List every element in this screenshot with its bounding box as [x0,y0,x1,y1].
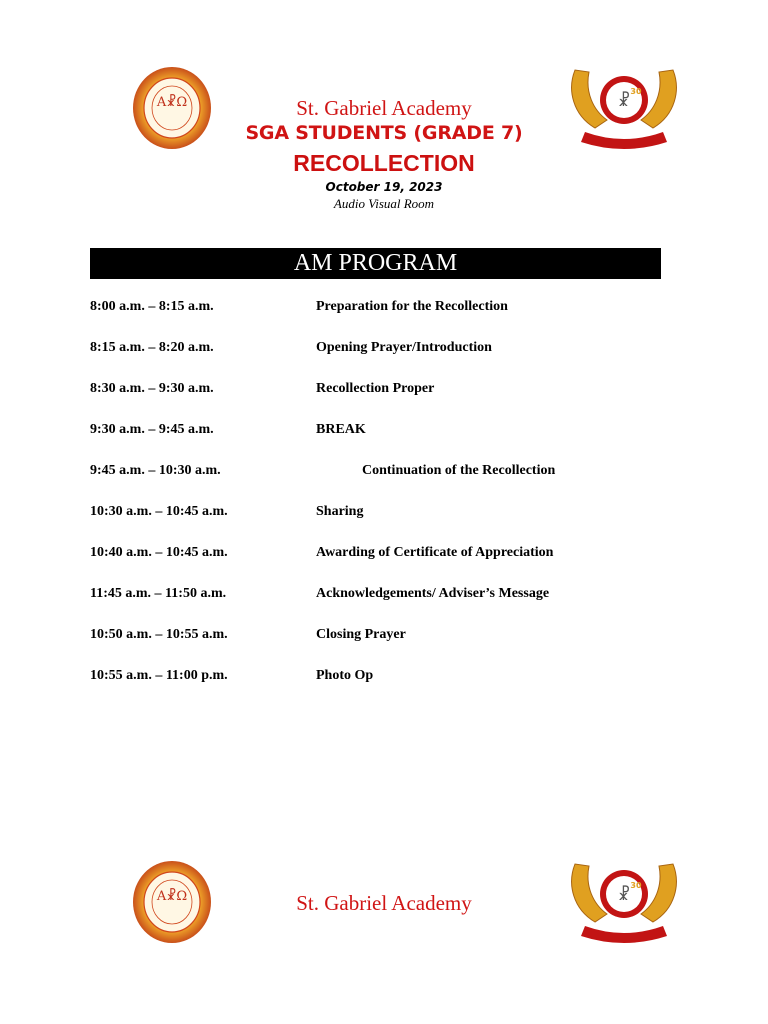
academy-seal-icon [132,860,212,944]
schedule-time: 8:15 a.m. – 8:20 a.m. [90,340,214,355]
schedule-time: 11:45 a.m. – 11:50 a.m. [90,586,227,601]
school-name: St. Gabriel Academy [296,96,472,120]
footer-school-name: St. Gabriel Academy [296,891,472,915]
schedule-activity: Closing Prayer [316,627,406,642]
schedule-activity: Photo Op [316,668,374,683]
schedule-row [90,545,690,586]
schedule-time: 10:50 a.m. – 10:55 a.m. [90,627,228,642]
schedule-row [90,299,690,340]
schedule-activity: BREAK [316,422,366,437]
schedule-activity: Preparation for the Recollection [316,299,508,314]
svg-text:A☧Ω: A☧Ω [156,95,188,110]
schedule-time: 10:55 a.m. – 11:00 p.m. [90,668,228,683]
audience-subtitle: SGA STUDENTS (GRADE 7) [245,122,523,144]
schedule-time: 10:40 a.m. – 10:45 a.m. [90,545,228,560]
event-date: October 19, 2023 [325,180,443,194]
program-schedule [90,299,690,709]
schedule-time: 9:45 a.m. – 10:30 a.m. [90,463,221,478]
schedule-row [90,504,690,545]
svg-text:30: 30 [630,87,642,96]
svg-text:☧: ☧ [617,885,631,904]
academy-seal-icon [132,66,212,150]
schedule-activity: Acknowledgements/ Adviser’s Message [316,586,550,601]
anniversary-crest-icon [565,854,683,946]
schedule-activity: Sharing [316,504,364,519]
schedule-row [90,668,690,709]
schedule-activity: Opening Prayer/Introduction [316,340,492,355]
schedule-row [90,422,690,463]
schedule-row [90,381,690,422]
svg-text:A☧Ω: A☧Ω [156,889,188,904]
schedule-time: 8:30 a.m. – 9:30 a.m. [90,381,214,396]
schedule-activity: Continuation of the Recollection [362,463,556,478]
svg-text:30: 30 [630,881,642,890]
schedule-activity: Recollection Proper [316,381,435,396]
schedule-row [90,340,690,381]
schedule-row [90,463,690,504]
schedule-activity: Awarding of Certificate of Appreciation [316,545,554,560]
schedule-row [90,627,690,668]
event-venue: Audio Visual Room [333,196,435,211]
schedule-row [90,586,690,627]
anniversary-crest-icon [565,60,683,152]
event-title: RECOLLECTION [293,150,475,176]
schedule-time: 10:30 a.m. – 10:45 a.m. [90,504,228,519]
schedule-time: 8:00 a.m. – 8:15 a.m. [90,299,214,314]
program-title-bar: AM PROGRAM [90,248,661,279]
svg-text:☧: ☧ [617,91,631,110]
schedule-time: 9:30 a.m. – 9:45 a.m. [90,422,214,437]
